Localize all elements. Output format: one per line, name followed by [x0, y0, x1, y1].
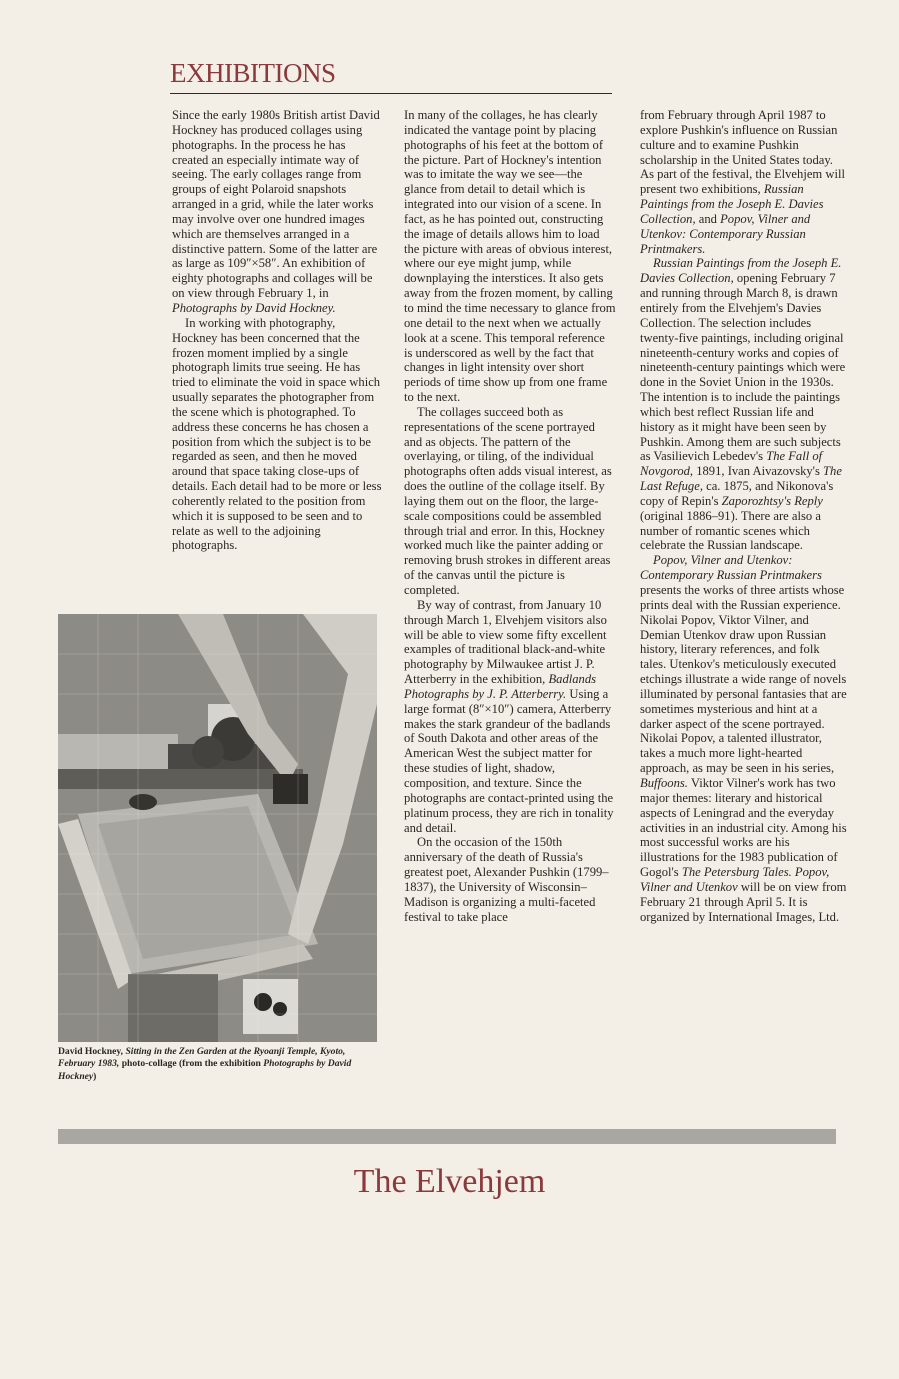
- footer-divider-bar: [58, 1129, 836, 1144]
- article-column-1: [172, 108, 382, 553]
- section-title: EXHIBITIONS: [170, 58, 336, 88]
- paragraph: Since the early 1980s British artist David Hockney has produced collages using photographs. In the process he has created an especially intimate way of seeing. The early collages range from groups of eight Polaroid snapshots arranged in a grid, while the later works may involve over one hundred images which are themselves arranged in a distinctive pattern. Some of the latter are as large as 109″×58″. An exhibition of eighty photographs and collages will be on view through February 1, in Photographs by David Hockney.: [172, 108, 380, 315]
- article-column-2: [404, 108, 616, 924]
- paragraph: By way of contrast, from January 10 through March 1, Elvehjem visitors also will be able to view some fifty excellent examples of traditional black-and-white photography by Milwaukee artist J. P. Atterberry in the exhibition, Badlands Photographs by J. P. Atterberry. Using a large format (8″×10″) camera, Atterberry makes the stark grandeur of the badlands of South Dakota and other areas of the American West the subject matter for these studies of light, shadow, composition, and texture. Since the photographs are contact-printed using the platinum process, they are rich in tonality and detail.: [404, 597, 614, 835]
- photo-caption: David Hockney, Sitting in the Zen Garden at the Ryoanji Temple, Kyoto, February 1983, photo-collage (from the exhibition Photographs by David Hockney): [58, 1046, 352, 1082]
- paragraph: Popov, Vilner and Utenkov: Contemporary Russian Printmakers presents the works of three artists whose prints deal with the Russian experience. Nikolai Popov, Viktor Vilner, and Demian Utenkov draw upon Russian history, literary references, and folk tales. Utenkov's meticulously executed etchings illustrate a wide range of novels illuminated by personal fantasies that are sometimes mysterious and hint at a darker aspect of the scene portrayed. Nikolai Popov, a talented illustrator, takes a much more light-hearted approach, as may be seen in his series, Buffoons. Viktor Vilner's work has two major themes: literary and historical aspects of Leningrad and the everyday activities in an industrial city. Among his most successful works are his illustrations for the 1983 publication of Gogol's The Petersburg Tales. Popov, Vilner and Utenkov will be on view from February 21 through April 5. It is organized by International Images, Ltd.: [640, 553, 847, 924]
- hockney-photo-collage: [58, 614, 377, 1042]
- paragraph: In many of the collages, he has clearly indicated the vantage point by placing photographs of his feet at the bottom of the picture. Part of Hockney's intention was to imitate the way we see—the glance from detail to detail which is integrated into our vision of a scene. In fact, as he has pointed out, constructing the image of details allows him to load the picture with areas of obvious interest, where our eye might jump, while downplaying the interstices. It also gets away from the frozen moment, by calling to mind the time necessary to glance from one detail to the next when we actually look at a scene. This temporal reference is underscored as well by the fact that changes in light intensity over short periods of time show up from one frame to the next.: [404, 108, 616, 405]
- title-rule: [170, 93, 612, 94]
- paragraph: On the occasion of the 150th anniversary of the death of Russia's greatest poet, Alexander Pushkin (1799–1837), the University of Wisconsin–Madison is organizing a multi-faceted festival to take place: [404, 835, 609, 924]
- paragraph: In working with photography, Hockney has been concerned that the frozen moment implied by a single photograph limits true seeing. He has tried to eliminate the void in space which usually separates the photographer from the scene which is photographed. To address these concerns he has chosen a position from which the subject is to be regarded as seen, and then he moved around that space taking close-ups of details. Each detail had to be more or less coherently related to the position from which it is supposed to be seen and to relate as well to the adjoining photographs.: [172, 315, 382, 553]
- paragraph: Russian Paintings from the Joseph E. Davies Collection, opening February 7 and running through March 8, is drawn entirely from the Elvehjem's Davies Collection. The selection includes twenty-five paintings, including original nineteenth-century works and copies of nineteenth-century paintings which were done in the Soviet Union in the 1930s. The intention is to include the paintings which best reflect Russian life and history as it might have been seen by Pushkin. Among them are such subjects as Vasilievich Lebedev's The Fall of Novgorod, 1891, Ivan Aivazovsky's The Last Refuge, ca. 1875, and Nikonova's copy of Repin's Zaporozhtsy's Reply (original 1886–91). There are also a number of romantic scenes which celebrate the Russian landscape.: [640, 256, 846, 553]
- article-column-3: [640, 108, 848, 924]
- paragraph: from February through April 1987 to explore Pushkin's influence on Russian culture and to examine Pushkin scholarship in the United States today. As part of the festival, the Elvehjem will present two exhibitions, Russian Paintings from the Joseph E. Davies Collection, and Popov, Vilner and Utenkov: Contemporary Russian Printmakers.: [640, 108, 845, 256]
- photo-collage-image: [58, 614, 377, 1042]
- masthead: The Elvehjem: [353, 1163, 546, 1200]
- paragraph: The collages succeed both as representations of the scene portrayed and as objects. The pattern of the overlaying, or tiling, of the individual photographs often adds visual interest, as does the outline of the collage itself. By laying them out on the floor, the large-scale compositions could be assembled through trial and error. In this, Hockney worked much like the painter adding or removing brush strokes in different areas of the canvas until the picture is completed.: [404, 404, 612, 597]
